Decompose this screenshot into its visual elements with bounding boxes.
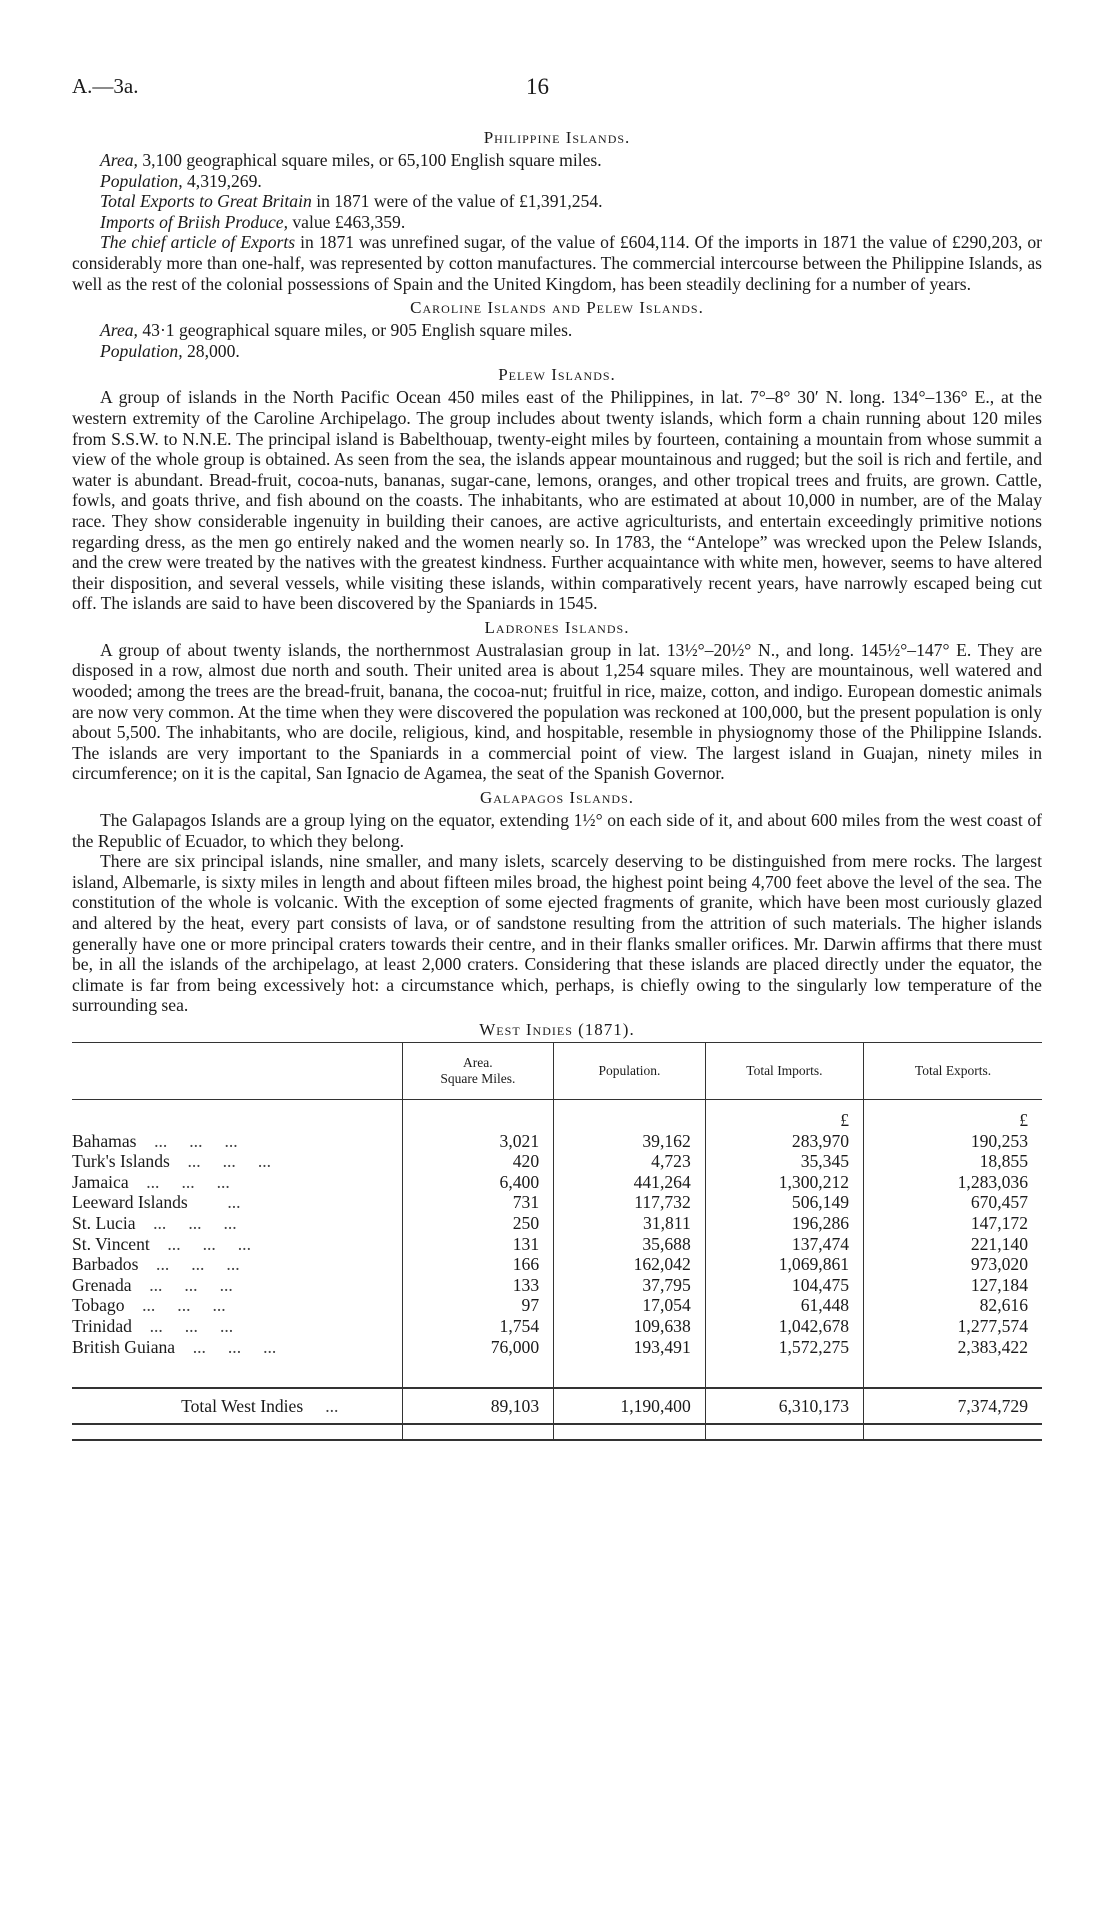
- cell-imports: 1,069,861: [705, 1254, 863, 1275]
- cell-area: 731: [402, 1192, 554, 1213]
- cell-exports: 2,383,422: [864, 1337, 1042, 1358]
- cell-imports: 61,448: [705, 1295, 863, 1316]
- table-row: [72, 1151, 1042, 1172]
- unit-imports: £: [705, 1099, 863, 1130]
- cell-population: 39,162: [554, 1131, 706, 1152]
- section-philippine-islands: [72, 128, 1042, 294]
- cell-imports: 137,474: [705, 1234, 863, 1255]
- cell-area: 6,400: [402, 1172, 554, 1193]
- philippine-exports: Total Exports to Great Britain in 1871 were of the value of £1,391,254.: [100, 191, 603, 212]
- header-total-imports: Total Imports.: [705, 1042, 863, 1099]
- cell-imports: 104,475: [705, 1275, 863, 1296]
- cell-imports: 1,572,275: [705, 1337, 863, 1358]
- colony-name: Trinidad ... ... ...: [72, 1315, 234, 1336]
- caroline-area: Area, 43·1 geographical square miles, or 905 English square miles.: [100, 320, 573, 341]
- cell-population: 109,638: [554, 1316, 706, 1337]
- ladrones-paragraph: A group of about twenty islands, the northernmost Australasian group in lat. 13½°–20½° N., and long. 145½°–147° E. They are disposed in a row, almost due north and south. Their united area is about 1,254 square miles. They are mountainous, well watered and wooded; among the trees are the bread-fruit, banana, the cocoa-nut; fruitful in rice, maize, cotton, and indigo. European domestic animals are now very common. At the time when they were discovered the population was reckoned at 100,000, but the present population is only about 5,500. The inhabitants, who are docile, religious, kind, and hospitable, resemble in physiognomy those of the Philippine Islands. The islands are very important to the Spaniards in a commercial point of view. The largest island in Guajan, ninety miles in circumference; on it is the capital, San Ignacio de Agamea, the seat of the Spanish Governor.: [72, 639, 1042, 784]
- total-label: Total West Indies ...: [181, 1395, 339, 1416]
- cell-exports: 147,172: [864, 1213, 1042, 1234]
- cell-imports: 196,286: [705, 1213, 863, 1234]
- cell-population: 35,688: [554, 1234, 706, 1255]
- header-total-exports: Total Exports.: [864, 1042, 1042, 1099]
- philippine-chief-export: The chief article of Exports in 1871 was unrefined sugar, of the value of £604,114. Of the imports in 1871 the value of £290,203, or considerably more than one-half, was represented by cotton manufactures. The commercial intercourse between the Philippine Islands, as well as the rest of the colonial possessions of Spain and the United Kingdom, has been steadily declining for a number of years.: [72, 232, 1042, 294]
- table-row: [72, 1131, 1042, 1152]
- west-indies-table: [72, 1042, 1042, 1441]
- unit-exports: £: [864, 1099, 1042, 1130]
- cell-population: 37,795: [554, 1275, 706, 1296]
- cell-exports: 221,140: [864, 1234, 1042, 1255]
- total-population: 1,190,400: [554, 1388, 706, 1424]
- table-row: [72, 1172, 1042, 1193]
- colony-name: Turk's Islands ... ... ...: [72, 1151, 272, 1172]
- heading-philippine-islands: Philippine Islands.: [483, 128, 631, 147]
- colony-name: Grenada ... ... ...: [72, 1274, 233, 1295]
- cell-area: 131: [402, 1234, 554, 1255]
- colony-name: Bahamas ... ... ...: [72, 1130, 238, 1151]
- cell-population: 162,042: [554, 1254, 706, 1275]
- cell-area: 97: [402, 1295, 554, 1316]
- section-pelew-islands: [72, 365, 1042, 614]
- section-caroline-pelew-islands: [72, 298, 1042, 361]
- section-west-indies: [72, 1020, 1042, 1441]
- cell-exports: 82,616: [864, 1295, 1042, 1316]
- cell-area: 133: [402, 1275, 554, 1296]
- total-row: [72, 1388, 1042, 1424]
- table-row: [72, 1192, 1042, 1213]
- header-population: Population.: [554, 1042, 706, 1099]
- colony-name: Barbados ... ... ...: [72, 1254, 240, 1275]
- cell-area: 420: [402, 1151, 554, 1172]
- table-row: [72, 1295, 1042, 1316]
- table-row: [72, 1275, 1042, 1296]
- cell-exports: 18,855: [864, 1151, 1042, 1172]
- cell-exports: 670,457: [864, 1192, 1042, 1213]
- cell-area: 76,000: [402, 1337, 554, 1358]
- cell-exports: 190,253: [864, 1131, 1042, 1152]
- cell-area: 1,754: [402, 1316, 554, 1337]
- main-text: [72, 124, 1042, 1441]
- table-header-row: [72, 1042, 1042, 1099]
- section-ladrones-islands: [72, 618, 1042, 784]
- running-head: [72, 74, 1042, 104]
- total-imports: 6,310,173: [705, 1388, 863, 1424]
- cell-population: 4,723: [554, 1151, 706, 1172]
- cell-population: 31,811: [554, 1213, 706, 1234]
- total-exports: 7,374,729: [864, 1388, 1042, 1424]
- cell-area: 166: [402, 1254, 554, 1275]
- heading-galapagos-islands: Galapagos Islands.: [479, 788, 635, 808]
- cell-area: 250: [402, 1213, 554, 1234]
- philippine-population: Population, 4,319,269.: [100, 170, 262, 191]
- colony-name: British Guiana ... ... ...: [72, 1336, 277, 1357]
- table-row: [72, 1213, 1042, 1234]
- galapagos-paragraph-2: There are six principal islands, nine smaller, and many islets, scarcely deserving to be distinguished from mere rocks. The largest island, Albemarle, is sixty miles in length and about fifteen miles broad, the highest point being 4,700 feet above the level of the sea. The constitution of the whole is volcanic. With the exception of some ejected fragments of granite, which have been most curiously glazed and altered by the heat, every part consists of lava, or of sandstone resulting from the attrition of such materials. The higher islands generally have one or more principal craters towards their centre, and in their flanks smaller orifices. Mr. Darwin affirms that there must be, in all the islands of the archipelago, at least 2,000 craters. Considering that these islands are placed directly under the equator, the climate is far from being excessively hot: a circumstance which, perhaps, is chiefly owing to the singularly low temperature of the surrounding sea.: [72, 851, 1042, 1016]
- heading-caroline-pelew-islands: Caroline Islands and Pelew Islands.: [410, 298, 704, 318]
- cell-population: 193,491: [554, 1337, 706, 1358]
- header-colony: [72, 1042, 402, 1099]
- cell-exports: 127,184: [864, 1275, 1042, 1296]
- table-row: [72, 1337, 1042, 1358]
- cell-population: 441,264: [554, 1172, 706, 1193]
- page-number: 16: [526, 74, 549, 99]
- paper-reference: A.—3a.: [72, 74, 139, 98]
- cell-imports: 35,345: [705, 1151, 863, 1172]
- galapagos-paragraph-1: The Galapagos Islands are a group lying on the equator, extending 1½° on each side of it, and about 600 miles from the west coast of the Republic of Ecuador, to which they belong.: [72, 810, 1042, 851]
- pelew-paragraph: A group of islands in the North Pacific Ocean 450 miles east of the Philippines, in lat. 7°–8° 30′ N. long. 134°–136° E., at the western extremity of the Caroline Archipelago. The group includes about twenty islands, which form a chain running about 120 miles from S.S.W. to N.N.E. The principal island is Babelthouap, twenty-eight miles by fourteen, containing a mountain from whose summit a view of the whole group is obtained. As seen from the sea, the islands appear mountainous and rugged; but the soil is rich and fertile, and water is abundant. Bread-fruit, cocoa-nuts, bananas, sugar-cane, lemons, oranges, and other tropical trees and fruits, are grown. Cattle, fowls, and goats thrive, and fish abound on the coasts. The inhabitants, who are estimated at about 10,000 in number, are of the Malay race. They show considerable ingenuity in building their canoes, are active agriculturists, and entertain exceedingly primitive notions regarding dress, as the men go entirely naked and the women nearly so. In 1783, the “Antelope” was wrecked upon the Pelew Islands, and the crew were treated by the natives with the greatest kindness. Further acquaintance with white men, however, seems to have altered their disposition, and several vessels, while visiting these islands, within comparatively recent years, have narrowly escaped being cut off. The islands are said to have been discovered by the Spaniards in 1545.: [72, 387, 1042, 614]
- table-row: [72, 1316, 1042, 1337]
- caroline-population: Population, 28,000.: [100, 340, 240, 361]
- cell-exports: 973,020: [864, 1254, 1042, 1275]
- colony-name: Jamaica ... ... ...: [72, 1171, 230, 1192]
- cell-imports: 1,042,678: [705, 1316, 863, 1337]
- table-row: [72, 1254, 1042, 1275]
- table-row: [72, 1234, 1042, 1255]
- cell-population: 17,054: [554, 1295, 706, 1316]
- heading-pelew-islands: Pelew Islands.: [498, 365, 616, 385]
- heading-ladrones-islands: Ladrones Islands.: [484, 617, 630, 637]
- total-area: 89,103: [402, 1388, 554, 1424]
- cell-imports: 283,970: [705, 1131, 863, 1152]
- colony-name: St. Vincent ... ... ...: [72, 1233, 251, 1254]
- colony-name: St. Lucia ... ... ...: [72, 1212, 237, 1233]
- philippine-imports: Imports of Briish Produce, value £463,359.: [100, 211, 406, 232]
- cell-exports: 1,283,036: [864, 1172, 1042, 1193]
- heading-west-indies: West Indies (1871).: [479, 1019, 635, 1039]
- colony-name: Leeward Islands ...: [72, 1192, 241, 1213]
- colony-name: Tobago ... ... ...: [72, 1295, 226, 1316]
- cell-imports: 1,300,212: [705, 1172, 863, 1193]
- header-area: Area. Square Miles.: [402, 1042, 554, 1099]
- philippine-area: Area, 3,100 geographical square miles, or 65,100 English square miles.: [100, 150, 602, 170]
- section-galapagos-islands: [72, 788, 1042, 1016]
- cell-imports: 506,149: [705, 1192, 863, 1213]
- cell-exports: 1,277,574: [864, 1316, 1042, 1337]
- unit-row: [72, 1099, 1042, 1130]
- cell-area: 3,021: [402, 1131, 554, 1152]
- table-body: [72, 1099, 1042, 1357]
- cell-population: 117,732: [554, 1192, 706, 1213]
